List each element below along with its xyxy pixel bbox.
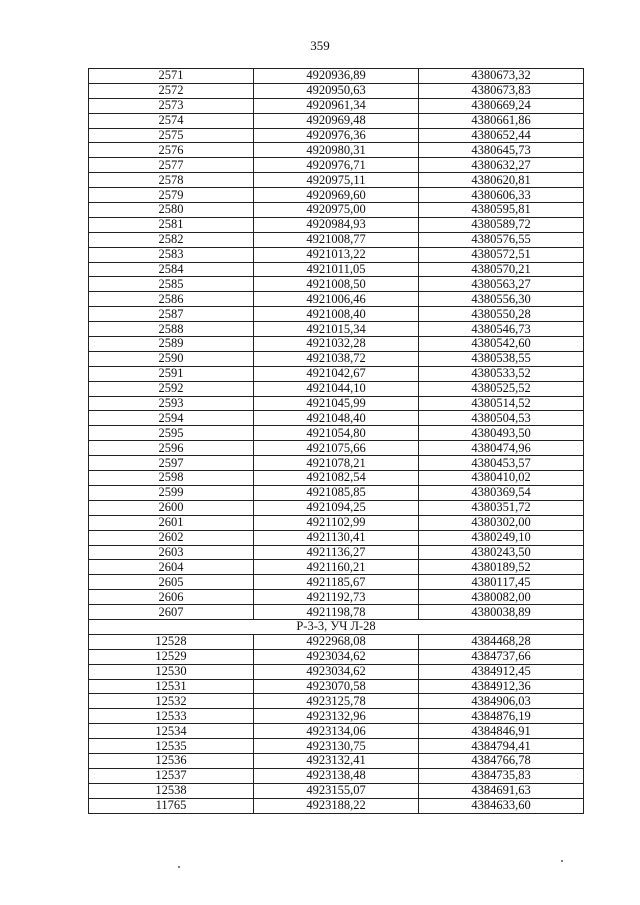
x-coordinate-cell: 4921011,05 [254, 262, 419, 277]
point-number-cell: 2577 [89, 158, 254, 173]
y-coordinate-cell: 4384846,91 [419, 724, 584, 739]
y-coordinate-cell: 4380533,52 [419, 366, 584, 381]
table-row [89, 515, 584, 530]
y-coordinate-cell: 4380410,02 [419, 471, 584, 486]
table-row [89, 113, 584, 128]
x-coordinate-cell: 4921013,22 [254, 247, 419, 262]
y-coordinate-cell: 4380082,00 [419, 590, 584, 605]
x-coordinate-cell: 4921094,25 [254, 500, 419, 515]
x-coordinate-cell: 4921082,54 [254, 471, 419, 486]
y-coordinate-cell: 4380673,83 [419, 83, 584, 98]
y-coordinate-cell: 4380351,72 [419, 500, 584, 515]
x-coordinate-cell: 4923138,48 [254, 768, 419, 783]
x-coordinate-cell: 4921078,21 [254, 456, 419, 471]
point-number-cell: 2600 [89, 500, 254, 515]
y-coordinate-cell: 4380493,50 [419, 426, 584, 441]
table-row [89, 649, 584, 664]
point-number-cell: 2606 [89, 590, 254, 605]
x-coordinate-cell: 4921102,99 [254, 515, 419, 530]
x-coordinate-cell: 4921160,21 [254, 560, 419, 575]
x-coordinate-cell: 4921008,40 [254, 307, 419, 322]
point-number-cell: 2589 [89, 337, 254, 352]
point-number-cell: 2586 [89, 292, 254, 307]
section-header-row [89, 619, 584, 634]
point-number-cell: 2571 [89, 69, 254, 84]
table-row [89, 441, 584, 456]
x-coordinate-cell: 4923034,62 [254, 664, 419, 679]
table-row [89, 426, 584, 441]
point-number-cell: 2593 [89, 396, 254, 411]
y-coordinate-cell: 4380243,50 [419, 545, 584, 560]
table-row [89, 768, 584, 783]
point-number-cell: 2580 [89, 203, 254, 218]
table-row [89, 739, 584, 754]
point-number-cell: 12536 [89, 753, 254, 768]
point-number-cell: 2598 [89, 471, 254, 486]
point-number-cell: 2585 [89, 277, 254, 292]
y-coordinate-cell: 4380661,86 [419, 113, 584, 128]
point-number-cell: 2584 [89, 262, 254, 277]
table-row [89, 262, 584, 277]
table-row [89, 337, 584, 352]
y-coordinate-cell: 4380595,81 [419, 203, 584, 218]
x-coordinate-cell: 4920976,71 [254, 158, 419, 173]
y-coordinate-cell: 4380570,21 [419, 262, 584, 277]
table-row [89, 530, 584, 545]
x-coordinate-cell: 4921185,67 [254, 575, 419, 590]
point-number-cell: 12533 [89, 709, 254, 724]
x-coordinate-cell: 4921015,34 [254, 322, 419, 337]
y-coordinate-cell: 4380645,73 [419, 143, 584, 158]
table-row [89, 560, 584, 575]
table-row [89, 217, 584, 232]
x-coordinate-cell: 4921085,85 [254, 485, 419, 500]
table-row [89, 83, 584, 98]
table-row [89, 396, 584, 411]
x-coordinate-cell: 4923034,62 [254, 649, 419, 664]
table-row [89, 485, 584, 500]
point-number-cell: 12537 [89, 768, 254, 783]
y-coordinate-cell: 4380632,27 [419, 158, 584, 173]
y-coordinate-cell: 4380542,60 [419, 337, 584, 352]
table-row [89, 798, 584, 813]
section-title: Р-3-3, УЧ Л-28 [89, 619, 584, 634]
x-coordinate-cell: 4921045,99 [254, 396, 419, 411]
table-row [89, 679, 584, 694]
y-coordinate-cell: 4380606,33 [419, 188, 584, 203]
table-row [89, 456, 584, 471]
point-number-cell: 2590 [89, 351, 254, 366]
point-number-cell: 2572 [89, 83, 254, 98]
x-coordinate-cell: 4920936,89 [254, 69, 419, 84]
x-coordinate-cell: 4921198,78 [254, 605, 419, 620]
scan-mark [561, 860, 563, 862]
x-coordinate-cell: 4920975,00 [254, 203, 419, 218]
y-coordinate-cell: 4384912,36 [419, 679, 584, 694]
x-coordinate-cell: 4921130,41 [254, 530, 419, 545]
point-number-cell: 12535 [89, 739, 254, 754]
x-coordinate-cell: 4921192,73 [254, 590, 419, 605]
y-coordinate-cell: 4384912,45 [419, 664, 584, 679]
point-number-cell: 2596 [89, 441, 254, 456]
point-number-cell: 2579 [89, 188, 254, 203]
table-row [89, 724, 584, 739]
point-number-cell: 2583 [89, 247, 254, 262]
x-coordinate-cell: 4920980,31 [254, 143, 419, 158]
point-number-cell: 2578 [89, 173, 254, 188]
table-row [89, 188, 584, 203]
x-coordinate-cell: 4920969,48 [254, 113, 419, 128]
table-row [89, 292, 584, 307]
page-number: 359 [310, 38, 330, 53]
table-row [89, 545, 584, 560]
point-number-cell: 2587 [89, 307, 254, 322]
x-coordinate-cell: 4923188,22 [254, 798, 419, 813]
coordinates-table-body [89, 69, 584, 814]
y-coordinate-cell: 4380620,81 [419, 173, 584, 188]
y-coordinate-cell: 4380514,52 [419, 396, 584, 411]
x-coordinate-cell: 4923130,75 [254, 739, 419, 754]
x-coordinate-cell: 4923132,96 [254, 709, 419, 724]
y-coordinate-cell: 4380369,54 [419, 485, 584, 500]
y-coordinate-cell: 4380652,44 [419, 128, 584, 143]
point-number-cell: 12529 [89, 649, 254, 664]
y-coordinate-cell: 4380189,52 [419, 560, 584, 575]
table-row [89, 783, 584, 798]
point-number-cell: 12530 [89, 664, 254, 679]
table-row [89, 158, 584, 173]
y-coordinate-cell: 4380550,28 [419, 307, 584, 322]
table-row [89, 634, 584, 649]
point-number-cell: 2607 [89, 605, 254, 620]
point-number-cell: 12534 [89, 724, 254, 739]
point-number-cell: 2575 [89, 128, 254, 143]
y-coordinate-cell: 4384633,60 [419, 798, 584, 813]
y-coordinate-cell: 4380546,73 [419, 322, 584, 337]
x-coordinate-cell: 4921006,46 [254, 292, 419, 307]
table-row [89, 411, 584, 426]
y-coordinate-cell: 4380669,24 [419, 98, 584, 113]
x-coordinate-cell: 4920976,36 [254, 128, 419, 143]
table-row [89, 471, 584, 486]
x-coordinate-cell: 4922968,08 [254, 634, 419, 649]
y-coordinate-cell: 4380525,52 [419, 381, 584, 396]
y-coordinate-cell: 4380453,57 [419, 456, 584, 471]
point-number-cell: 2573 [89, 98, 254, 113]
x-coordinate-cell: 4923132,41 [254, 753, 419, 768]
y-coordinate-cell: 4380302,00 [419, 515, 584, 530]
table-row [89, 307, 584, 322]
y-coordinate-cell: 4380117,45 [419, 575, 584, 590]
table-row [89, 143, 584, 158]
y-coordinate-cell: 4384876,19 [419, 709, 584, 724]
x-coordinate-cell: 4920961,34 [254, 98, 419, 113]
x-coordinate-cell: 4921136,27 [254, 545, 419, 560]
table-row [89, 500, 584, 515]
point-number-cell: 2601 [89, 515, 254, 530]
table-row [89, 277, 584, 292]
x-coordinate-cell: 4920975,11 [254, 173, 419, 188]
point-number-cell: 2603 [89, 545, 254, 560]
y-coordinate-cell: 4384794,41 [419, 739, 584, 754]
point-number-cell: 2605 [89, 575, 254, 590]
y-coordinate-cell: 4380038,89 [419, 605, 584, 620]
table-row [89, 694, 584, 709]
y-coordinate-cell: 4380673,32 [419, 69, 584, 84]
table-row [89, 605, 584, 620]
y-coordinate-cell: 4380589,72 [419, 217, 584, 232]
point-number-cell: 2581 [89, 217, 254, 232]
point-number-cell: 11765 [89, 798, 254, 813]
table-row [89, 575, 584, 590]
y-coordinate-cell: 4380474,96 [419, 441, 584, 456]
point-number-cell: 2574 [89, 113, 254, 128]
x-coordinate-cell: 4921044,10 [254, 381, 419, 396]
table-row [89, 381, 584, 396]
scan-mark [178, 866, 180, 868]
y-coordinate-cell: 4380576,55 [419, 232, 584, 247]
table-row [89, 232, 584, 247]
table-row [89, 173, 584, 188]
point-number-cell: 12532 [89, 694, 254, 709]
x-coordinate-cell: 4920984,93 [254, 217, 419, 232]
table-row [89, 590, 584, 605]
point-number-cell: 2591 [89, 366, 254, 381]
x-coordinate-cell: 4923134,06 [254, 724, 419, 739]
y-coordinate-cell: 4380556,30 [419, 292, 584, 307]
table-row [89, 247, 584, 262]
point-number-cell: 2576 [89, 143, 254, 158]
table-row [89, 366, 584, 381]
x-coordinate-cell: 4923125,78 [254, 694, 419, 709]
x-coordinate-cell: 4921032,28 [254, 337, 419, 352]
x-coordinate-cell: 4921038,72 [254, 351, 419, 366]
x-coordinate-cell: 4921042,67 [254, 366, 419, 381]
point-number-cell: 2604 [89, 560, 254, 575]
table-row [89, 753, 584, 768]
point-number-cell: 2595 [89, 426, 254, 441]
table-row [89, 69, 584, 84]
y-coordinate-cell: 4384691,63 [419, 783, 584, 798]
point-number-cell: 2588 [89, 322, 254, 337]
y-coordinate-cell: 4380572,51 [419, 247, 584, 262]
x-coordinate-cell: 4923155,07 [254, 783, 419, 798]
table-row [89, 664, 584, 679]
table-row [89, 709, 584, 724]
y-coordinate-cell: 4380563,27 [419, 277, 584, 292]
table-row [89, 128, 584, 143]
y-coordinate-cell: 4380538,55 [419, 351, 584, 366]
table-row [89, 322, 584, 337]
y-coordinate-cell: 4384906,03 [419, 694, 584, 709]
x-coordinate-cell: 4921075,66 [254, 441, 419, 456]
point-number-cell: 2592 [89, 381, 254, 396]
point-number-cell: 12528 [89, 634, 254, 649]
x-coordinate-cell: 4923070,58 [254, 679, 419, 694]
y-coordinate-cell: 4384735,83 [419, 768, 584, 783]
y-coordinate-cell: 4384766,78 [419, 753, 584, 768]
y-coordinate-cell: 4380249,10 [419, 530, 584, 545]
point-number-cell: 2602 [89, 530, 254, 545]
x-coordinate-cell: 4921048,40 [254, 411, 419, 426]
table-row [89, 98, 584, 113]
table-row [89, 351, 584, 366]
x-coordinate-cell: 4921008,77 [254, 232, 419, 247]
x-coordinate-cell: 4921054,80 [254, 426, 419, 441]
x-coordinate-cell: 4920950,63 [254, 83, 419, 98]
point-number-cell: 2594 [89, 411, 254, 426]
point-number-cell: 2599 [89, 485, 254, 500]
y-coordinate-cell: 4384468,28 [419, 634, 584, 649]
y-coordinate-cell: 4384737,66 [419, 649, 584, 664]
table-row [89, 203, 584, 218]
point-number-cell: 2597 [89, 456, 254, 471]
point-number-cell: 12531 [89, 679, 254, 694]
x-coordinate-cell: 4920969,60 [254, 188, 419, 203]
x-coordinate-cell: 4921008,50 [254, 277, 419, 292]
coordinates-table [88, 68, 584, 814]
point-number-cell: 2582 [89, 232, 254, 247]
point-number-cell: 12538 [89, 783, 254, 798]
y-coordinate-cell: 4380504,53 [419, 411, 584, 426]
